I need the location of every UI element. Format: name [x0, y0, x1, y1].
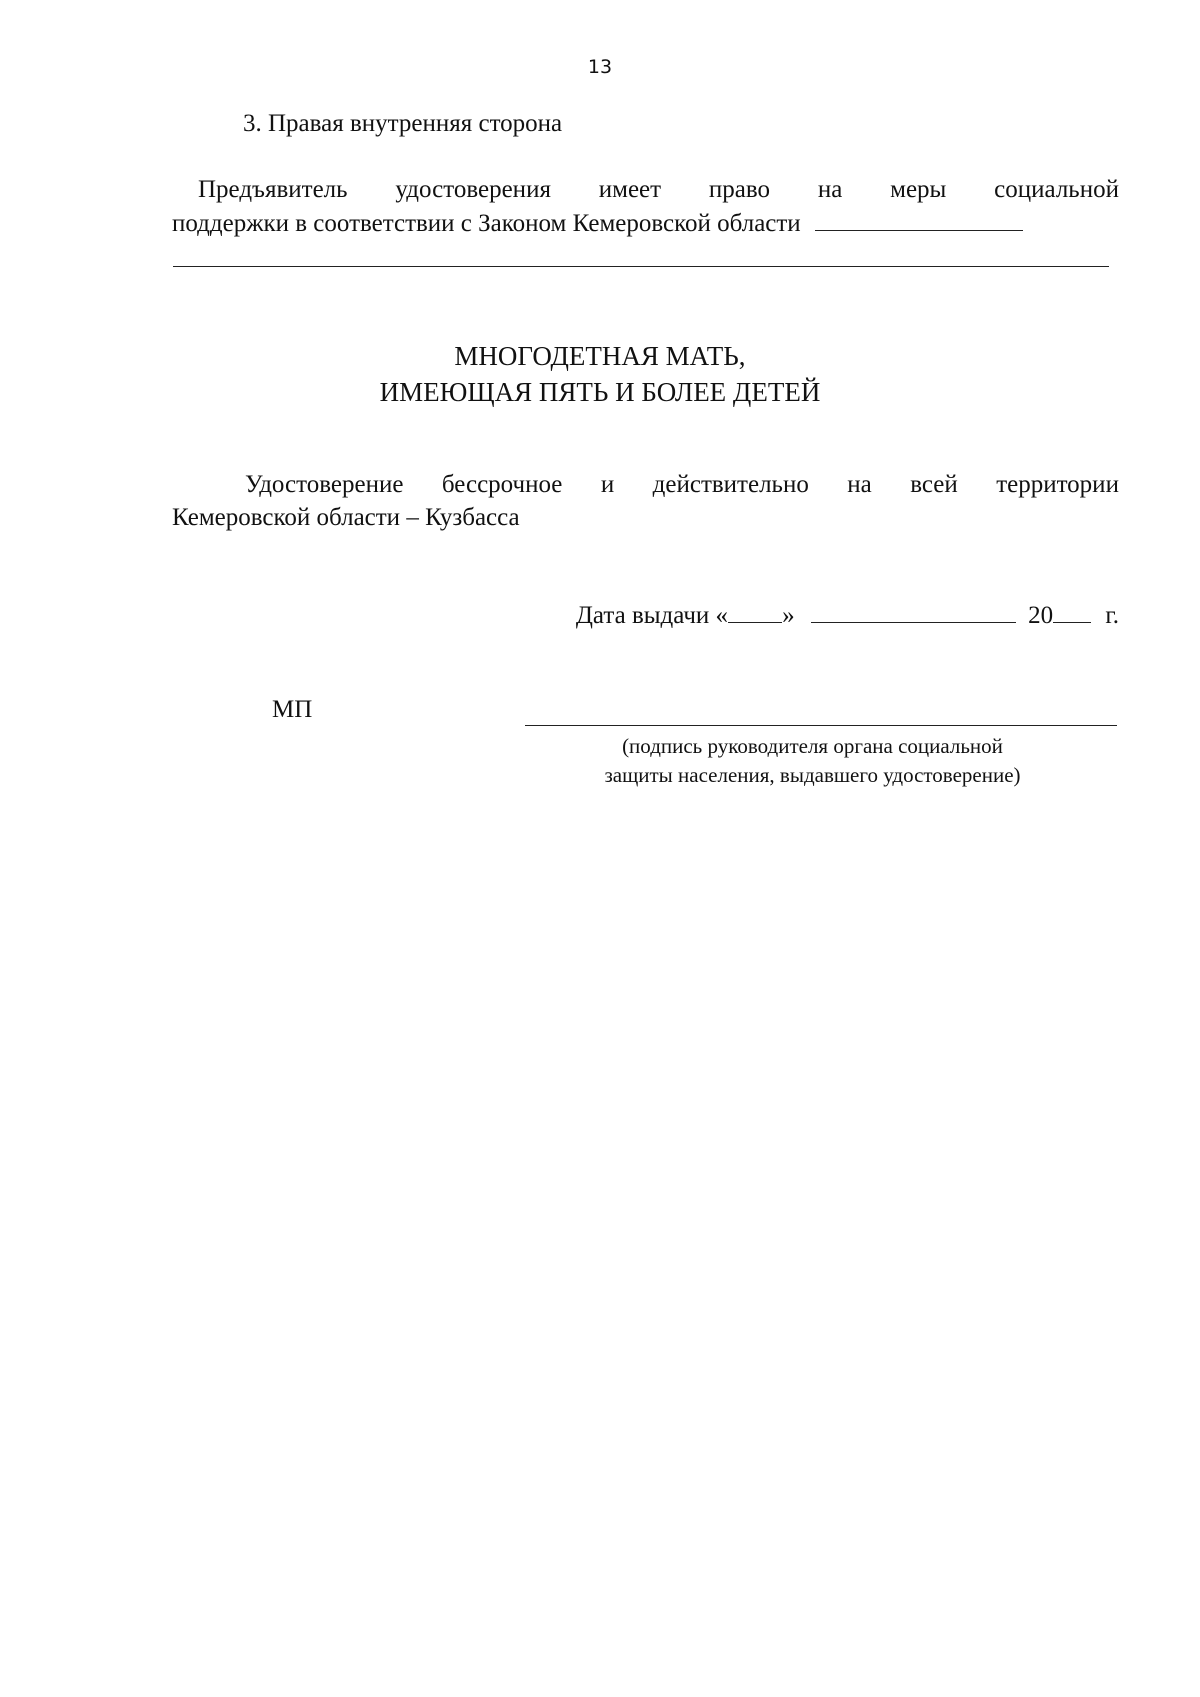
rights-word: социальной — [994, 176, 1119, 203]
signature-caption-line-1: (подпись руководителя органа социальной — [622, 734, 1003, 758]
validity-paragraph-line-1 — [172, 468, 1119, 501]
rights-word: Предъявитель — [198, 176, 348, 203]
rights-word: на — [817, 176, 843, 203]
validity-word: на — [847, 471, 872, 498]
signature-caption-line-2: защиты населения, выдавшего удостоверение) — [604, 763, 1021, 787]
validity-line-2-text: Кемеровской области – Кузбасса — [172, 504, 520, 531]
rights-paragraph — [172, 173, 1119, 240]
issue-year-prefix: 20 — [1028, 602, 1054, 629]
validity-word: всей — [910, 471, 958, 498]
validity-word: Удостоверение — [245, 471, 404, 498]
validity-word: и — [600, 471, 615, 498]
issue-month-blank[interactable] — [811, 598, 1016, 623]
rights-paragraph-line-2 — [172, 206, 1119, 240]
law-name-continuation-line[interactable] — [173, 266, 1109, 267]
rights-word: удостоверения — [395, 176, 551, 203]
issue-year-blank[interactable] — [1053, 598, 1091, 623]
issue-year-suffix: г. — [1105, 602, 1119, 629]
title-line-1: МНОГОДЕТНАЯ МАТЬ, — [454, 341, 746, 371]
law-name-blank[interactable] — [815, 206, 1023, 231]
issue-date-close-quote: » — [782, 602, 795, 629]
issue-day-blank[interactable] — [728, 598, 782, 623]
validity-word: территории — [996, 471, 1119, 498]
rights-line-2-text: поддержки в соответствии с Законом Кемеровской области — [172, 210, 801, 237]
rights-paragraph-line-1 — [172, 173, 1119, 206]
rights-word: меры — [890, 176, 947, 203]
signature-line[interactable] — [525, 725, 1117, 726]
rights-word: право — [708, 176, 771, 203]
page-number: 13 — [587, 56, 613, 78]
validity-word: бессрочное — [441, 471, 563, 498]
validity-paragraph — [172, 468, 1119, 534]
stamp-label: МП — [272, 696, 313, 723]
validity-word: действительно — [652, 471, 809, 498]
title-line-2: ИМЕЮЩАЯ ПЯТЬ И БОЛЕЕ ДЕТЕЙ — [379, 377, 821, 407]
issue-date-line — [576, 598, 1119, 630]
section-heading: 3. Правая внутренняя сторона — [243, 110, 563, 137]
rights-word: имеет — [598, 176, 662, 203]
signature-caption — [520, 732, 1105, 790]
issue-date-label: Дата выдачи « — [575, 602, 729, 629]
document-title — [0, 338, 1200, 410]
